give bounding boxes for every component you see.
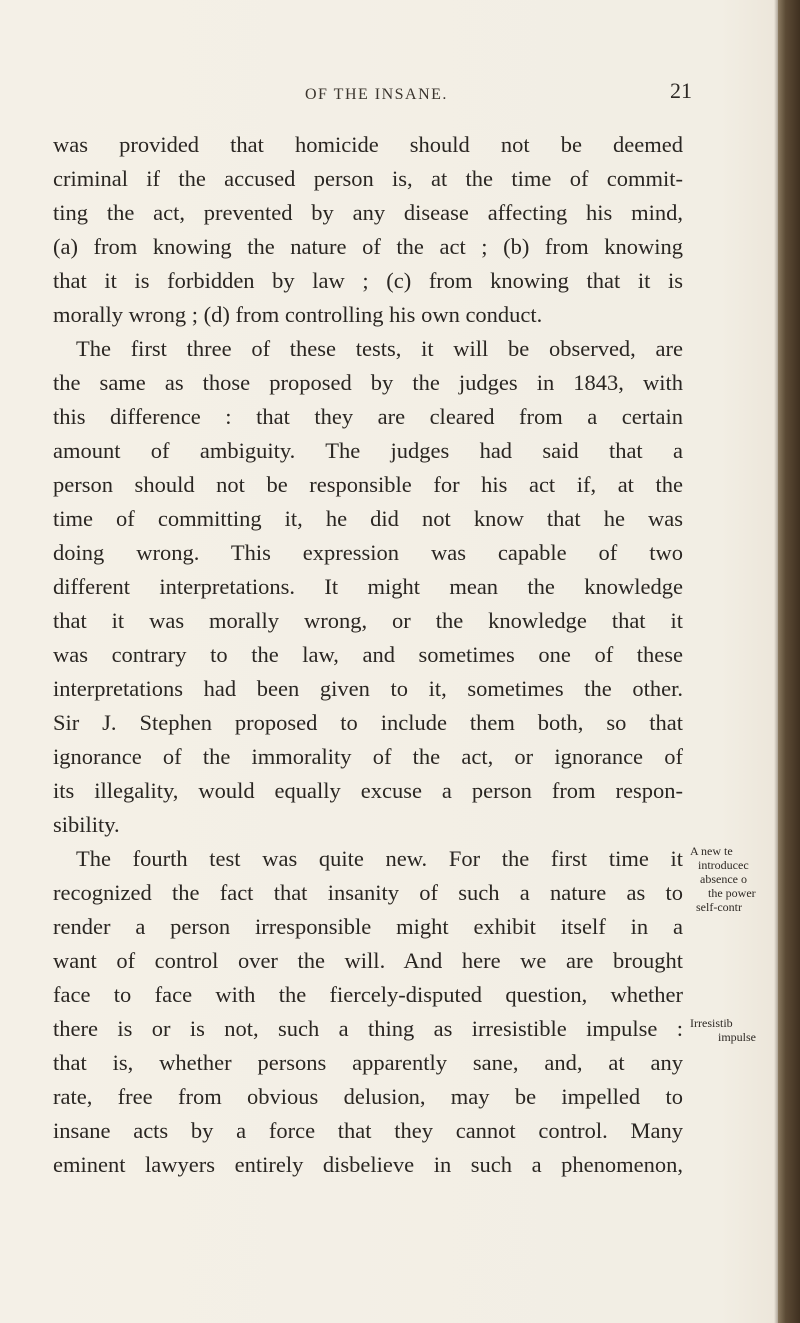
body-line: want of control over the will. And here we are brought <box>53 948 683 973</box>
body-line: insane acts by a force that they cannot control. Many <box>53 1118 683 1143</box>
body-line: was provided that homicide should not be deemed <box>53 132 683 157</box>
body-line: ting the act, prevented by any disease affecting his mind, <box>53 200 683 225</box>
body-line: the same as those proposed by the judges in 1843, with <box>53 370 683 395</box>
body-line: eminent lawyers entirely disbelieve in such a phenomenon, <box>53 1152 683 1177</box>
page-number: 21 <box>670 78 692 103</box>
body-line: was contrary to the law, and sometimes one of these <box>53 642 683 667</box>
body-line: sibility. <box>53 812 120 837</box>
book-spine-edge <box>778 0 800 1323</box>
body-line: The fourth test was quite new. For the first time it <box>76 846 683 871</box>
margin-note-line: the power <box>708 886 756 900</box>
body-line: ignorance of the immorality of the act, or ignorance of <box>53 744 683 769</box>
body-line: amount of ambiguity. The judges had said that a <box>53 438 683 463</box>
body-line: rate, free from obvious delusion, may be impelled to <box>53 1084 683 1109</box>
running-head: OF THE INSANE. <box>305 86 448 103</box>
body-line: that it is forbidden by law ; (c) from knowing that it is <box>53 268 683 293</box>
body-line: criminal if the accused person is, at the time of commit- <box>53 166 683 191</box>
body-line: render a person irresponsible might exhibit itself in a <box>53 914 683 939</box>
body-line: different interpretations. It might mean the knowledge <box>53 574 683 599</box>
body-line: interpretations had been given to it, sometimes the other. <box>53 676 683 701</box>
body-line: that it was morally wrong, or the knowledge that it <box>53 608 683 633</box>
body-line: The first three of these tests, it will be observed, are <box>76 336 683 361</box>
body-line: recognized the fact that insanity of such a nature as to <box>53 880 683 905</box>
margin-note-line: absence o <box>700 872 747 886</box>
margin-note-line: A new te <box>690 844 733 858</box>
body-line: person should not be responsible for his act if, at the <box>53 472 683 497</box>
margin-note-line: introducec <box>698 858 749 872</box>
body-line: Sir J. Stephen proposed to include them both, so that <box>53 710 683 735</box>
body-line: that is, whether persons apparently sane, and, at any <box>53 1050 683 1075</box>
margin-note-line: Irresistib <box>690 1016 733 1030</box>
body-line: there is or is not, such a thing as irresistible impulse : <box>53 1016 683 1041</box>
body-line: morally wrong ; (d) from controlling his own conduct. <box>53 302 543 327</box>
body-line: face to face with the fiercely-disputed question, whether <box>53 982 683 1007</box>
body-line: this difference : that they are cleared from a certain <box>53 404 683 429</box>
margin-note-line: self-contr <box>696 900 742 914</box>
body-line: its illegality, would equally excuse a person from respon- <box>53 778 683 803</box>
margin-note-line: impulse <box>718 1030 756 1044</box>
body-line: time of committing it, he did not know that he was <box>53 506 683 531</box>
body-line: (a) from knowing the nature of the act ; (b) from knowing <box>53 234 683 259</box>
body-line: doing wrong. This expression was capable of two <box>53 540 683 565</box>
